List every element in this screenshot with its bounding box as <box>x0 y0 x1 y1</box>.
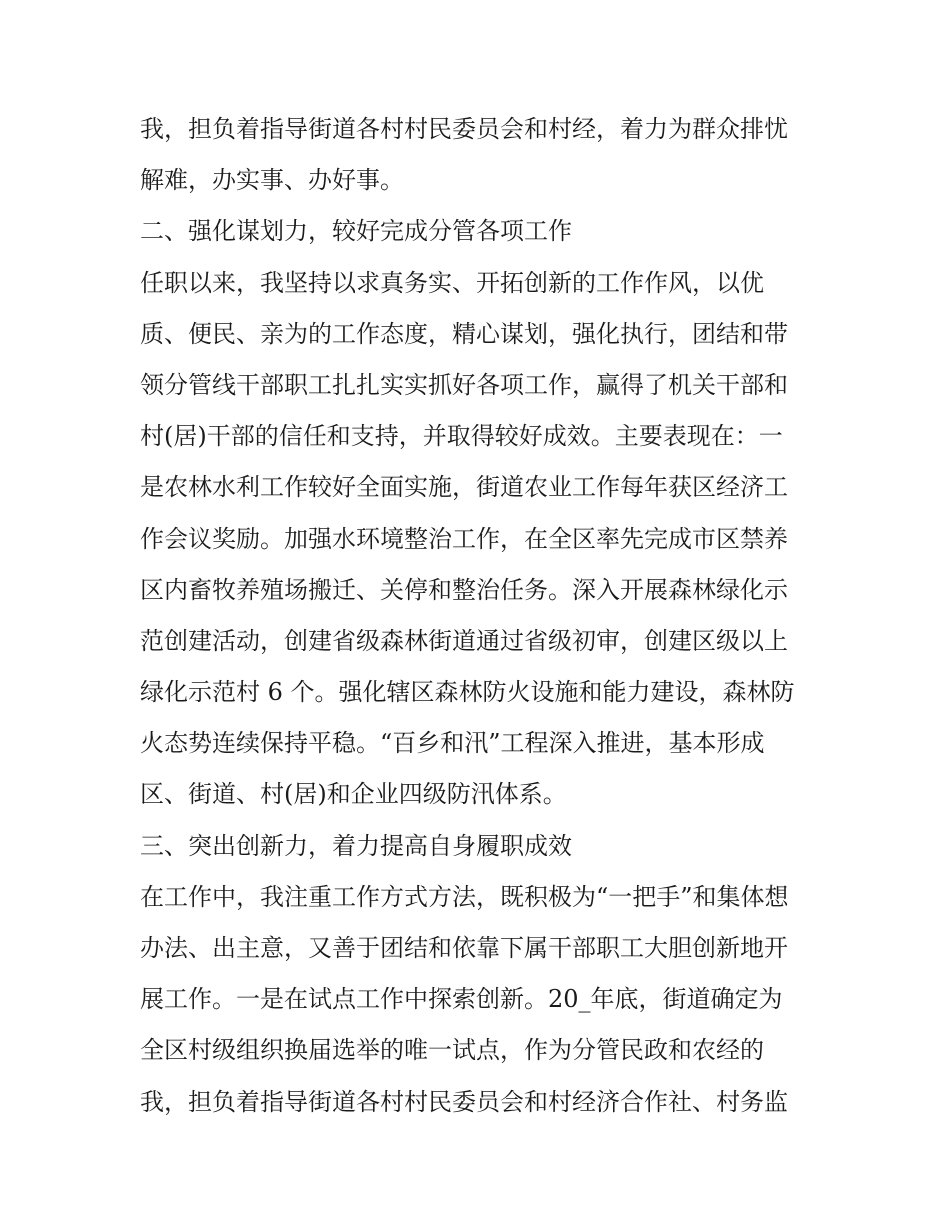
text-line: 解难，办实事、办好事。 <box>140 166 404 195</box>
text-line: 区内畜牧养殖场搬迁、关停和整治任务。深入开展森林绿化示 <box>140 575 788 604</box>
text-line: 区、街道、村(居)和企业四级防汛体系。 <box>140 780 567 809</box>
text-line: 我，担负着指导街道各村村民委员会和村经，着力为群众排忧 <box>140 115 788 143</box>
text-line: 火态势连续保持平稳。“百乡和汛”工程深入推进，基本形成 <box>140 729 765 758</box>
text-line: 任职以来，我坚持以求真务实、开拓创新的工作作风，以优 <box>140 268 764 297</box>
text-line: 我，担负着指导街道各村村民委员会和村经济合作社、村务监 <box>140 1087 788 1116</box>
text-line: 作会议奖励。加强水环境整治工作，在全区率先完成市区禁养 <box>140 524 788 553</box>
text-line: 办法、出主意，又善于团结和依靠下属干部职工大胆创新地开 <box>140 934 788 962</box>
text-line: 在工作中，我注重工作方式方法，既积极为“一把手”和集体想 <box>140 882 789 911</box>
document-body <box>140 104 820 1128</box>
text-line: 展工作。一是在试点工作中探索创新。20_年底，街道确定为 <box>140 985 783 1014</box>
text-line: 范创建活动，创建省级森林街道通过省级初审，创建区级以上 <box>140 626 788 655</box>
text-line: 领分管线干部职工扎扎实实抓好各项工作，赢得了机关干部和 <box>140 370 788 399</box>
section-heading: 三、突出创新力，着力提高自身履职成效 <box>140 831 572 860</box>
text-line: 村(居)干部的信任和支持，并取得较好成效。主要表现在：一 <box>140 422 783 451</box>
text-line: 是农林水利工作较好全面实施，街道农业工作每年获区经济工 <box>140 473 788 502</box>
text-line: 绿化示范村 6 个。强化辖区森林防火设施和能力建设，森林防 <box>140 678 795 707</box>
section-heading: 二、强化谋划力，较好完成分管各项工作 <box>140 217 572 246</box>
text-line: 质、便民、亲为的工作态度，精心谋划，强化执行，团结和带 <box>140 319 788 348</box>
text-line: 全区村级组织换届选举的唯一试点，作为分管民政和农经的 <box>140 1036 764 1065</box>
